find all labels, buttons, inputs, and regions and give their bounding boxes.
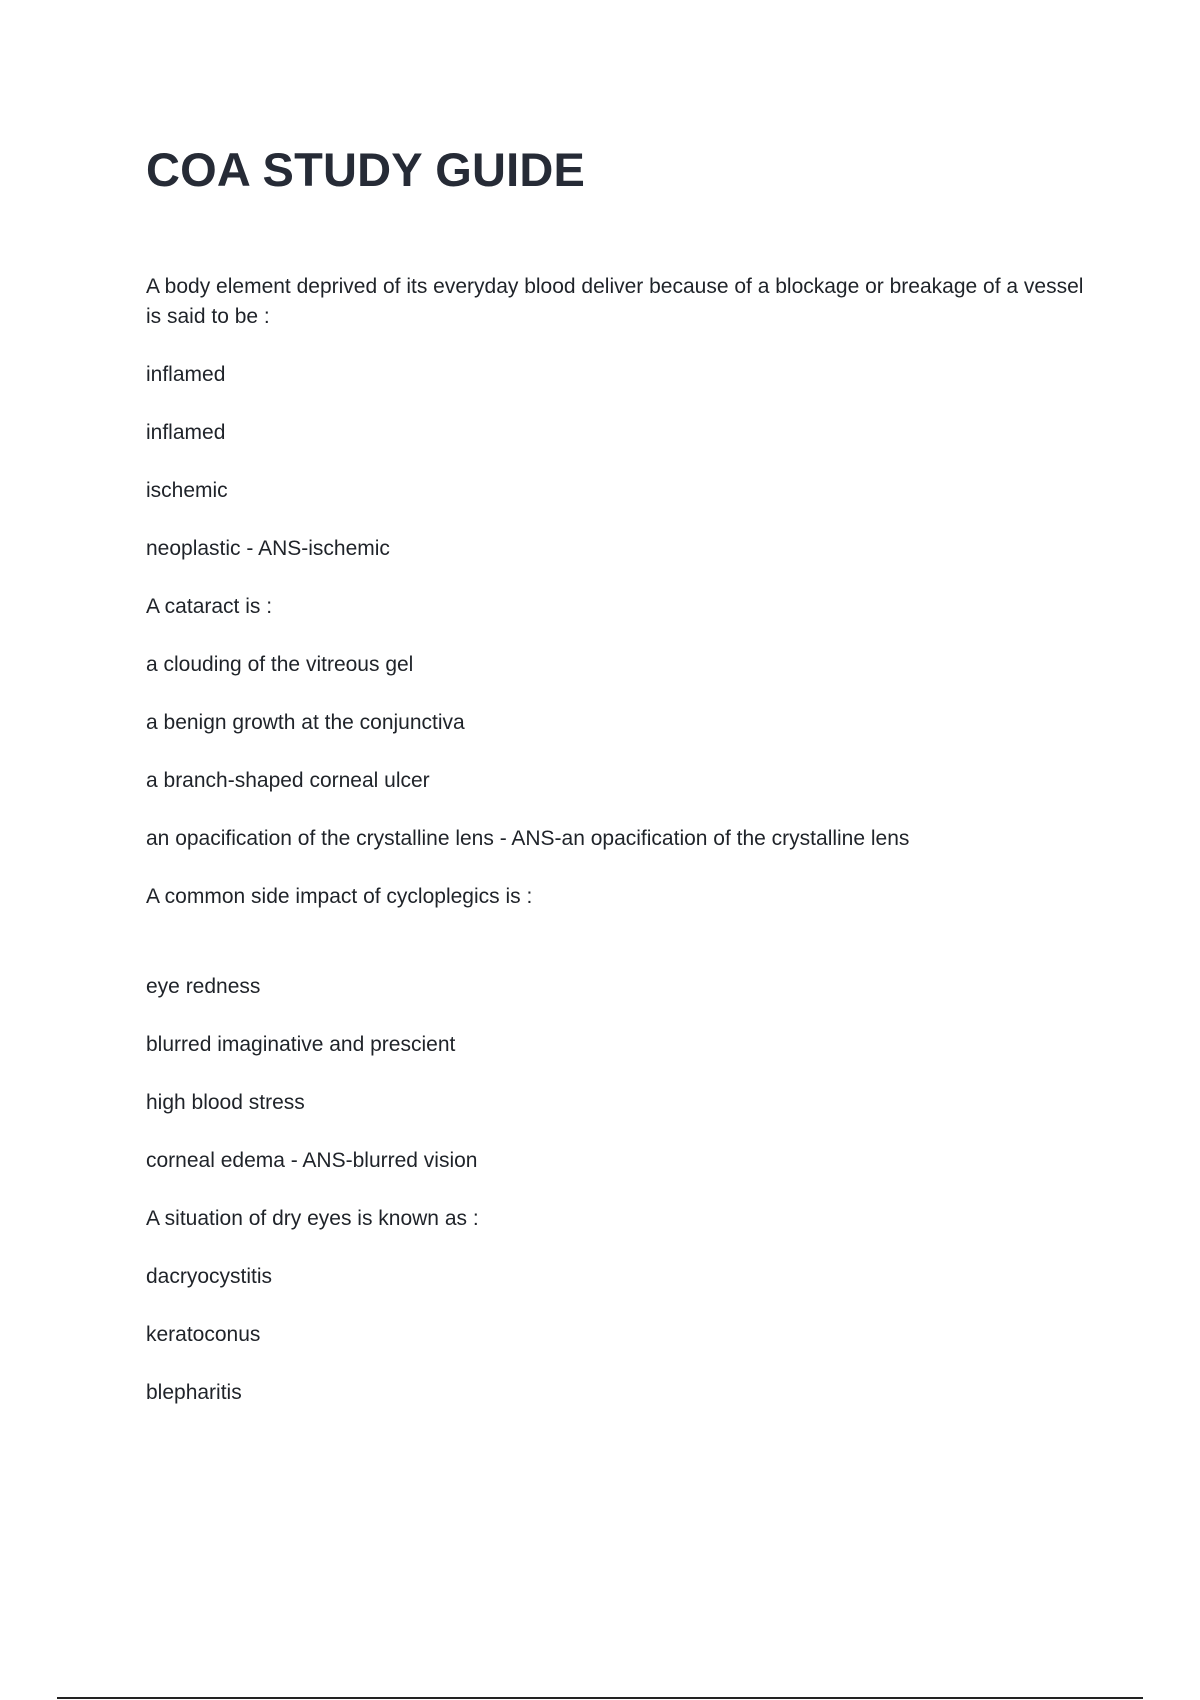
document-title: COA STUDY GUIDE: [146, 143, 586, 196]
option-line: dacryocystitis: [146, 1265, 273, 1288]
option-line: a clouding of the vitreous gel: [146, 653, 414, 676]
question-1: A body element deprived of its everyday blood deliver because of a blockage or breakage of a vessel is said to be :: [146, 275, 1084, 328]
question-3: A common side impact of cycloplegics is :: [146, 885, 533, 908]
option-line: inflamed: [146, 363, 226, 386]
option-line: eye redness: [146, 975, 261, 998]
answer-line: an opacification of the crystalline lens - ANS-an opacification of the crystalline lens: [146, 827, 910, 850]
option-line: a branch-shaped corneal ulcer: [146, 769, 430, 792]
footer-divider: [57, 1697, 1143, 1699]
question-2: A cataract is :: [146, 595, 273, 618]
question-4: A situation of dry eyes is known as :: [146, 1207, 479, 1230]
option-line: ischemic: [146, 479, 228, 502]
answer-line: neoplastic - ANS-ischemic: [146, 537, 390, 560]
option-line: high blood stress: [146, 1091, 305, 1114]
option-line: blepharitis: [146, 1381, 242, 1404]
answer-line: corneal edema - ANS-blurred vision: [146, 1149, 478, 1172]
option-line: keratoconus: [146, 1323, 261, 1346]
option-line: a benign growth at the conjunctiva: [146, 711, 465, 734]
option-line: blurred imaginative and prescient: [146, 1033, 456, 1056]
option-line: inflamed: [146, 421, 226, 444]
document-body: [146, 272, 1086, 1436]
